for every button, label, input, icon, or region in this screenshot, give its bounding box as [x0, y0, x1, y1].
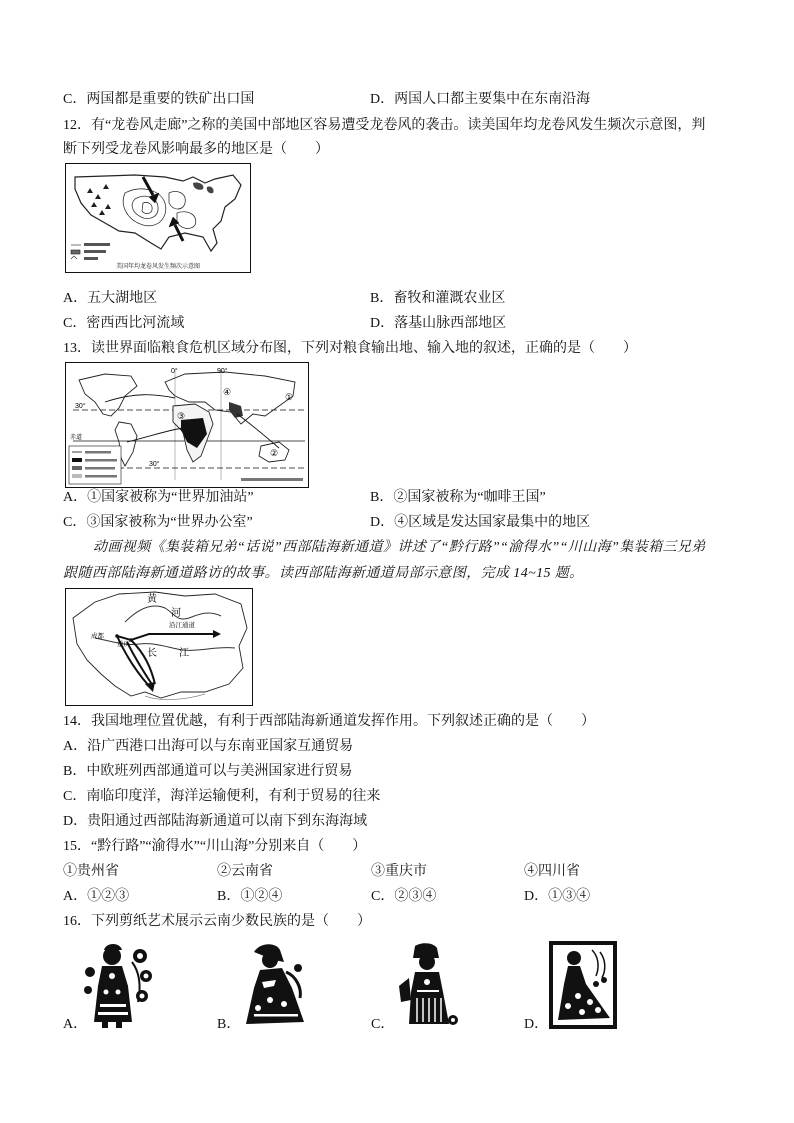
q16-option-a: A．: [63, 1017, 88, 1032]
us-tornado-map: [65, 163, 251, 273]
label-he: 河: [171, 608, 181, 619]
label-chang: 长: [147, 648, 157, 659]
q15-item-2: ②云南省: [217, 864, 273, 879]
q11-option-d: D．两国人口都主要集中在东南沿海: [370, 92, 591, 107]
q12-option-b: B．畜牧和灌溉农业区: [370, 291, 506, 306]
q14-stem: 14．我国地理位置优越，有利于西部陆海新通道发挥作用。下列叙述正确的是（ ）: [63, 714, 595, 729]
papercut-a-image: [82, 942, 158, 1035]
label-chongqing: 重庆: [117, 641, 130, 648]
q16-stem: 16．下列剪纸艺术展示云南少数民族的是（ ）: [63, 914, 371, 929]
q11-option-c: C．两国都是重要的铁矿出口国: [63, 92, 255, 107]
q12-option-a: A．五大湖地区: [63, 291, 158, 306]
lat-30s-label: 30°: [149, 461, 160, 468]
q15-item-3: ③重庆市: [371, 864, 427, 879]
q13-option-c: C．③国家被称为“世界办公室”: [63, 515, 253, 530]
q14-option-b: B．中欧班列西部通道可以与美洲国家进行贸易: [63, 764, 353, 779]
lon-90-label: 90°: [217, 368, 228, 375]
intro-line1: 动画视频《集装箱兄弟“话说”西部陆海新通道》讲述了“黔行路”“渝得水”“川山海”集装箱三兄弟: [93, 540, 706, 555]
q14-option-a: A．沿广西港口出海可以与东南亚国家互通贸易: [63, 739, 354, 754]
us-map-caption: 美国年均龙卷风发生频次示意图: [115, 264, 201, 270]
q12-option-c: C．密西西比河流域: [63, 316, 185, 331]
label-jiang: 江: [179, 648, 189, 659]
intro-line2: 跟随西部陆海新通道路访的故事。读西部陆海新通道局部示意图，完成 14~15 题。: [63, 566, 584, 581]
q12-option-d: D．落基山脉西部地区: [370, 316, 507, 331]
papercut-c-image: [393, 942, 461, 1035]
q15-stem: 15．“黔行路”“渝得水”“川山海”分别来自（ ）: [63, 839, 367, 854]
q15-option-a: A．①②③: [63, 889, 130, 904]
q13-stem: 13．读世界面临粮食危机区域分布图，下列对粮食输出地、输入地的叙述，正确的是（ ）: [63, 341, 637, 356]
q13-option-b: B．②国家被称为“咖啡王国”: [370, 490, 546, 505]
marker-3: ③: [177, 411, 186, 421]
marker-2: ②: [270, 448, 279, 458]
q12-stem-line2: 断下列受龙卷风影响最多的地区是（ ）: [63, 142, 329, 157]
marker-4: ④: [223, 387, 232, 397]
q14-option-c: C．南临印度洋，海洋运输便利，有利于贸易的往来: [63, 789, 381, 804]
lat-30n-label: 30°: [75, 403, 86, 410]
q12-stem-line1: 12．有“龙卷风走廊”之称的美国中部地区容易遭受龙卷风的袭击。读美国年均龙卷风发生频次示意图，判: [63, 118, 706, 133]
q16-option-d: D．: [524, 1017, 549, 1032]
q14-option-d: D．贵阳通过西部陆海新通道可以南下到东海海域: [63, 814, 368, 829]
label-chengdu: 成都: [91, 633, 104, 640]
q13-option-d: D．④区域是发达国家最集中的地区: [370, 515, 591, 530]
lon-0-label: 0°: [171, 368, 178, 375]
q16-option-b: B．: [217, 1017, 241, 1032]
q15-item-4: ④四川省: [524, 864, 580, 879]
q15-item-1: ①贵州省: [63, 864, 119, 879]
q15-option-c: C．②③④: [371, 889, 437, 904]
world-food-crisis-map: [65, 362, 309, 488]
label-yanjiang: 沿江通道: [169, 622, 195, 629]
western-corridor-map: [65, 588, 253, 706]
papercut-b-image: [240, 942, 312, 1035]
label-huang: 黄: [147, 594, 157, 605]
q15-option-b: B．①②④: [217, 889, 283, 904]
marker-1: ①: [285, 392, 294, 402]
equator-label: 赤道: [70, 435, 83, 441]
q16-option-c: C．: [371, 1017, 395, 1032]
q15-option-d: D．①③④: [524, 889, 591, 904]
q13-option-a: A．①国家被称为“世界加油站”: [63, 490, 254, 505]
papercut-d-image: [548, 940, 618, 1035]
